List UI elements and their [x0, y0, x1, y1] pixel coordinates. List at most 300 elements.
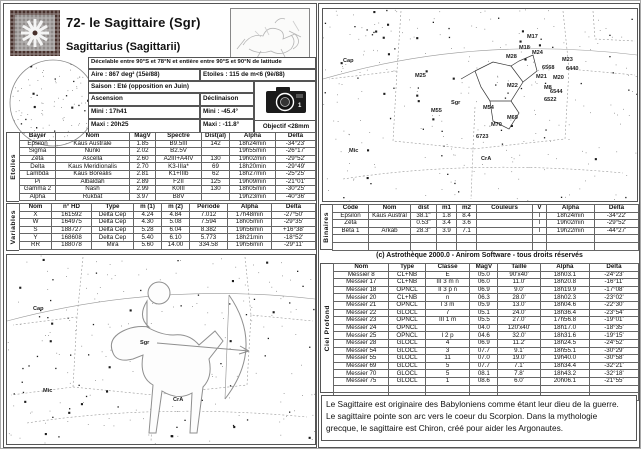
- table-cell: Nash: [56, 186, 130, 194]
- info-saison: Saison : Eté (opposition en Juin): [88, 81, 254, 93]
- table-cell: W: [20, 219, 52, 227]
- table-cell: 18h31.6: [540, 332, 589, 340]
- column-header: m (2): [162, 204, 190, 212]
- table-cell: 07.7: [470, 362, 498, 370]
- table-cell: 90'x40': [498, 271, 541, 279]
- table-cell: Y: [20, 234, 52, 242]
- table-cell: 2.81: [130, 170, 156, 178]
- table-cell: 5: [425, 362, 470, 370]
- description-line: Le Sagittaire est originaire des Babyloniens comme étant leur dieu de la guerre.: [326, 399, 619, 409]
- column-header: m2: [457, 205, 477, 213]
- table-cell: 28.3": [411, 227, 437, 235]
- table-cell: 17h56.8: [540, 317, 589, 325]
- table-cell: T: [533, 220, 547, 228]
- column-header: Delta: [589, 264, 638, 272]
- table-cell: 7.012: [190, 211, 228, 219]
- table-cell: -23°02': [589, 294, 638, 302]
- table-cell: -40°36': [276, 193, 316, 201]
- table-cell: 3.97: [130, 193, 156, 201]
- column-header: m1: [437, 205, 457, 213]
- table-cell: -16°11': [589, 279, 638, 287]
- table-cell: 04.0: [470, 324, 498, 332]
- table-cell: Arkab: [369, 227, 411, 235]
- mosaic-sun-icon: [10, 10, 60, 56]
- table-cell: 5.773: [190, 234, 228, 242]
- chart-label: M70: [491, 122, 502, 128]
- table-cell: B8V: [156, 193, 202, 201]
- chart-label: M54: [483, 105, 494, 111]
- table-cell: 9.1': [498, 347, 541, 355]
- table-cell: 05.5: [470, 317, 498, 325]
- table-cell: Messier 69: [334, 362, 389, 370]
- table-cell: Messier 22: [334, 309, 389, 317]
- table-cell: -29°49': [276, 163, 316, 171]
- info-declinaison-label: Déclinaison: [200, 93, 254, 106]
- table-cell: GLOCL: [389, 370, 425, 378]
- table-cell: -22°30': [589, 301, 638, 309]
- table-cell: Albaldah: [56, 178, 130, 186]
- table-cell: GLOCL: [389, 339, 425, 347]
- chart-label: 6544: [550, 89, 563, 95]
- column-header: Alpha: [228, 204, 272, 212]
- table-cell: 19h56min: [228, 241, 272, 249]
- table-row: [334, 324, 639, 332]
- table-cell: 18h21min: [228, 234, 272, 242]
- table-cell: [425, 385, 470, 393]
- table-cell: Messier 18: [334, 286, 389, 294]
- table-row: [20, 193, 316, 201]
- table-cell: 06.3: [470, 294, 498, 302]
- table-cell: Kaus Meridionalis: [56, 163, 130, 171]
- table-cell: [533, 242, 547, 250]
- table-cell: 27.0': [498, 317, 541, 325]
- info-etoiles: Etoiles : 115 de m<6 (9è/88): [200, 69, 316, 81]
- chart-label: 6723: [476, 134, 489, 140]
- table-cell: [595, 235, 639, 243]
- table-cell: [533, 235, 547, 243]
- table-cell: K3-IIIa*: [156, 163, 202, 171]
- table-cell: [333, 235, 369, 243]
- table-cell: X: [20, 211, 52, 219]
- table-cell: Kaus Australe: [56, 140, 130, 148]
- table-cell: 5.40: [134, 234, 162, 242]
- column-header: m (1): [134, 204, 162, 212]
- table-cell: GLOCL: [389, 309, 425, 317]
- table-cell: -25°25': [276, 170, 316, 178]
- table-cell: CL+NB: [389, 294, 425, 302]
- table-cell: RR: [20, 241, 52, 249]
- chart-label: M69: [507, 115, 518, 121]
- table-cell: 18h05min: [230, 186, 276, 194]
- table-cell: [477, 227, 533, 235]
- table-row: [334, 370, 639, 378]
- chart-label: Sgr: [140, 340, 150, 346]
- table-cell: 130: [202, 155, 230, 163]
- left-chart-labels: [7, 255, 315, 444]
- table-cell: Messier 55: [334, 355, 389, 363]
- table-cell: 19h55min: [230, 148, 276, 156]
- chart-label: 6568: [542, 65, 555, 71]
- left-page: [3, 3, 317, 448]
- table-cell: CL+NB: [389, 271, 425, 279]
- variables-table: [19, 203, 316, 250]
- table-cell: 2.02: [130, 148, 156, 156]
- table-cell: GLOCL: [389, 362, 425, 370]
- table-cell: B2.5V: [156, 148, 202, 156]
- table-cell: Gamma 2: [20, 186, 56, 194]
- table-cell: 18h03.1: [540, 271, 589, 279]
- column-header: Nom: [56, 133, 130, 141]
- table-cell: [540, 385, 589, 393]
- table-cell: 142: [202, 140, 230, 148]
- info-detectable: Décelable entre 90°S et 78°N et entière entre 90°S et 90°N de latitude: [88, 57, 316, 69]
- column-header: Delta: [595, 205, 639, 213]
- table-cell: Pi: [20, 178, 56, 186]
- table-cell: n: [425, 294, 470, 302]
- table-cell: 07.0: [470, 355, 498, 363]
- column-header: Alpha: [230, 133, 276, 141]
- table-cell: Zêta: [333, 220, 369, 228]
- table-row: [20, 219, 316, 227]
- table-cell: 8.382: [190, 226, 228, 234]
- table-cell: 06.9: [470, 339, 498, 347]
- etoiles-vertical-label: Etoiles: [6, 132, 19, 202]
- table-cell: 18h43.2: [540, 370, 589, 378]
- table-cell: [498, 385, 541, 393]
- table-cell: [547, 242, 595, 250]
- table-row: [20, 226, 316, 234]
- table-cell: Bêta 1: [333, 227, 369, 235]
- table-cell: Ascella: [56, 155, 130, 163]
- column-header: MagV: [130, 133, 156, 141]
- table-row: [334, 332, 639, 340]
- table-cell: [202, 193, 230, 201]
- info-declinaison-maxi: Maxi : -11.8°: [200, 119, 254, 133]
- table-cell: 9.0': [498, 286, 541, 294]
- table-cell: OPNCL: [389, 317, 425, 325]
- table-cell: 161592: [52, 211, 92, 219]
- column-header: Bayer: [20, 133, 56, 141]
- table-cell: 7: [425, 309, 470, 317]
- table-cell: F2II: [156, 178, 202, 186]
- table-row: [20, 186, 316, 194]
- table-cell: 1.8: [437, 212, 457, 220]
- table-cell: 38.1": [411, 212, 437, 220]
- chart-label: Cap: [343, 58, 354, 64]
- table-row: [333, 220, 639, 228]
- table-cell: 32.0': [498, 332, 541, 340]
- table-cell: I 2 p: [425, 332, 470, 340]
- table-cell: 2.99: [130, 186, 156, 194]
- table-cell: 17h48min: [228, 211, 272, 219]
- table-cell: [437, 235, 457, 243]
- table-cell: 2.89: [130, 178, 156, 186]
- table-cell: 05.0: [470, 271, 498, 279]
- table-cell: 188078: [52, 241, 92, 249]
- table-cell: Alpha: [20, 193, 56, 201]
- table-cell: 3.6: [457, 220, 477, 228]
- table-row: [334, 362, 639, 370]
- column-header: Nom: [369, 205, 411, 213]
- table-cell: I 3 m: [425, 301, 470, 309]
- table-cell: CL+NB: [389, 279, 425, 287]
- table-row: [334, 309, 639, 317]
- table-cell: -29°35': [272, 219, 316, 227]
- table-cell: [595, 242, 639, 250]
- column-header: n° HD: [52, 204, 92, 212]
- table-cell: OPNCL: [389, 286, 425, 294]
- chart-label: 6440: [566, 66, 579, 72]
- table-cell: 24.0': [498, 309, 541, 317]
- table-cell: 18h20min: [230, 163, 276, 171]
- table-cell: 11.2': [498, 339, 541, 347]
- table-cell: -18°35': [589, 324, 638, 332]
- table-row: [334, 286, 639, 294]
- table-cell: -44°27': [595, 227, 639, 235]
- table-cell: 2.70: [130, 163, 156, 171]
- table-cell: 20h06.1: [540, 377, 589, 385]
- table-cell: 4.30: [134, 219, 162, 227]
- table-cell: Messier 17: [334, 279, 389, 287]
- table-cell: 04.6: [470, 332, 498, 340]
- table-cell: GLOCL: [389, 377, 425, 385]
- table-cell: 28.0': [498, 294, 541, 302]
- table-cell: 18h24min: [230, 140, 276, 148]
- table-header-row: [333, 205, 639, 213]
- table-cell: 18h27min: [230, 170, 276, 178]
- table-cell: Delta Cep: [92, 234, 134, 242]
- column-header: Dist(al): [202, 133, 230, 141]
- camera-cell: [254, 81, 316, 133]
- table-cell: K0III: [156, 186, 202, 194]
- table-cell: +16°38': [272, 226, 316, 234]
- table-cell: -34°23': [276, 140, 316, 148]
- table-cell: -19°15': [589, 332, 638, 340]
- table-cell: -32°18': [589, 370, 638, 378]
- table-cell: [457, 242, 477, 250]
- table-cell: -30°25': [276, 186, 316, 194]
- etoiles-table: [19, 132, 316, 201]
- table-row: [334, 385, 639, 393]
- table-cell: 1.85: [130, 140, 156, 148]
- table-cell: 19h56min: [228, 226, 272, 234]
- table-cell: 6.0': [498, 377, 541, 385]
- chart-label: M23: [562, 57, 573, 63]
- table-cell: Epsilon: [20, 140, 56, 148]
- table-cell: 07.7: [470, 347, 498, 355]
- table-cell: 0.53": [411, 220, 437, 228]
- page-subtitle: Sagittarius (Sagittarii): [66, 41, 181, 53]
- table-cell: [369, 242, 411, 250]
- table-cell: Messier 28: [334, 339, 389, 347]
- table-row: [20, 211, 316, 219]
- table-cell: Messier 54: [334, 347, 389, 355]
- variables-vertical-label: Variables: [6, 203, 19, 251]
- camera-icon: [255, 82, 316, 120]
- info-declinaison-mini: Mini : -45.4°: [200, 106, 254, 119]
- table-cell: Epsilon: [333, 212, 369, 220]
- chart-label: M55: [431, 108, 442, 114]
- table-cell: Kaus Austral: [369, 212, 411, 220]
- chart-label: Cap: [33, 306, 44, 312]
- info-box: [88, 57, 316, 133]
- table-cell: [334, 385, 389, 393]
- table-row: [334, 355, 639, 363]
- table-cell: 3.4: [437, 220, 457, 228]
- column-header: Couleurs: [477, 205, 533, 213]
- table-cell: Delta Cep: [92, 226, 134, 234]
- table-cell: 18h05min: [228, 219, 272, 227]
- chart-label: M22: [507, 83, 518, 89]
- binaires-vertical-label: Binaires: [320, 204, 332, 250]
- column-header: Alpha: [540, 264, 589, 272]
- table-cell: 06.0: [470, 279, 498, 287]
- table-cell: Messier 75: [334, 377, 389, 385]
- table-cell: E: [425, 271, 470, 279]
- table-row: [334, 271, 639, 279]
- table-cell: -30°58': [589, 355, 638, 363]
- table-cell: Delta Cep: [92, 211, 134, 219]
- table-cell: T: [533, 212, 547, 220]
- table-cell: 125: [202, 178, 230, 186]
- table-cell: [470, 385, 498, 393]
- table-cell: -32°21': [589, 362, 638, 370]
- table-row: [334, 301, 639, 309]
- ciel-profond-table: [333, 263, 639, 401]
- table-cell: [333, 242, 369, 250]
- table-cell: GLOCL: [389, 355, 425, 363]
- table-cell: 18h02.3: [540, 294, 589, 302]
- table-header-row: [20, 133, 316, 141]
- description-line: Le sagittaire pointe son arc vers le coeur du Scorpion. Dans la mythologie: [326, 411, 598, 422]
- table-cell: 168608: [52, 234, 92, 242]
- table-cell: Zêta: [20, 155, 56, 163]
- table-cell: -23°54': [589, 309, 638, 317]
- table-row: [334, 347, 639, 355]
- table-row: [333, 235, 639, 243]
- chart-label: M20: [553, 75, 564, 81]
- chart-label: M21: [536, 74, 547, 80]
- table-cell: Delta: [20, 163, 56, 171]
- table-cell: [425, 324, 470, 332]
- table-cell: 14.00: [162, 241, 190, 249]
- table-cell: GLOCL: [389, 347, 425, 355]
- info-ascension-label: Ascension: [88, 93, 200, 106]
- column-header: Type: [389, 264, 425, 272]
- chart-label: M8: [544, 85, 552, 91]
- table-row: [20, 178, 316, 186]
- table-cell: -18°52': [272, 234, 316, 242]
- table-cell: II 3 p n: [425, 286, 470, 294]
- table-header-row: [20, 204, 316, 212]
- right-page: [318, 3, 640, 448]
- table-cell: -24°23': [589, 271, 638, 279]
- ciel-profond-vertical-label: Ciel Profond: [320, 263, 333, 393]
- table-cell: 1: [425, 377, 470, 385]
- table-row: [20, 140, 316, 148]
- table-cell: OPNCL: [389, 301, 425, 309]
- table-cell: 3.9: [437, 227, 457, 235]
- table-cell: 334.58: [190, 241, 228, 249]
- table-row: [334, 294, 639, 302]
- variables-section: [6, 203, 316, 251]
- chart-label: M18: [519, 45, 530, 51]
- right-star-chart: [322, 8, 638, 202]
- table-cell: K1+IIIb: [156, 170, 202, 178]
- table-cell: -21°01': [276, 178, 316, 186]
- page-title: 72- le Sagittaire (Sgr): [66, 15, 201, 30]
- table-cell: -34°22': [595, 212, 639, 220]
- table-cell: -27°50': [272, 211, 316, 219]
- chart-label: Sgr: [451, 100, 461, 106]
- table-cell: 4: [425, 339, 470, 347]
- table-cell: 19h40.0: [540, 355, 589, 363]
- table-cell: [477, 242, 533, 250]
- table-row: [334, 339, 639, 347]
- column-header: Delta: [276, 133, 316, 141]
- column-header: V: [533, 205, 547, 213]
- table-cell: S: [20, 226, 52, 234]
- table-row: [20, 163, 316, 171]
- table-cell: [589, 385, 638, 393]
- table-cell: OPNCL: [389, 332, 425, 340]
- table-cell: 6.10: [162, 234, 190, 242]
- table-cell: [457, 235, 477, 243]
- column-header: Alpha: [547, 205, 595, 213]
- table-cell: 2.60: [130, 155, 156, 163]
- table-cell: 130: [202, 186, 230, 194]
- table-cell: T: [533, 227, 547, 235]
- table-cell: Messier 8: [334, 271, 389, 279]
- table-cell: 4.24: [134, 211, 162, 219]
- chart-label: M25: [415, 73, 426, 79]
- table-row: [333, 227, 639, 235]
- table-cell: III 3 m n: [425, 279, 470, 287]
- table-cell: A2III+A4IV: [156, 155, 202, 163]
- table-cell: [437, 242, 457, 250]
- binaires-table: [332, 204, 639, 251]
- table-cell: 5.28: [134, 226, 162, 234]
- table-cell: 5: [425, 370, 470, 378]
- chart-label: 6522: [544, 97, 557, 103]
- table-cell: -29°52': [595, 220, 639, 228]
- table-cell: -24°52': [589, 339, 638, 347]
- chart-label: CrA: [173, 397, 184, 403]
- chart-label: Mic: [349, 148, 359, 154]
- table-cell: 11.0': [498, 279, 541, 287]
- table-cell: 18h55.1: [540, 347, 589, 355]
- column-header: dist: [411, 205, 437, 213]
- table-row: [20, 148, 316, 156]
- table-cell: Mira: [92, 241, 134, 249]
- binaires-section: [320, 204, 639, 250]
- table-cell: 18h36.4: [540, 309, 589, 317]
- table-header-row: [334, 264, 639, 272]
- column-header: Nom: [20, 204, 52, 212]
- table-cell: 18h20.8: [540, 279, 589, 287]
- table-cell: 19h02min: [547, 220, 595, 228]
- table-row: [20, 241, 316, 249]
- table-cell: III 1 m: [425, 317, 470, 325]
- table-cell: 08.6: [470, 377, 498, 385]
- table-cell: 18h24min: [547, 212, 595, 220]
- table-cell: [369, 235, 411, 243]
- table-cell: [369, 220, 411, 228]
- table-cell: 5.08: [162, 219, 190, 227]
- table-row: [333, 212, 639, 220]
- table-cell: Delta Cep: [92, 219, 134, 227]
- table-cell: 18h34.4: [540, 362, 589, 370]
